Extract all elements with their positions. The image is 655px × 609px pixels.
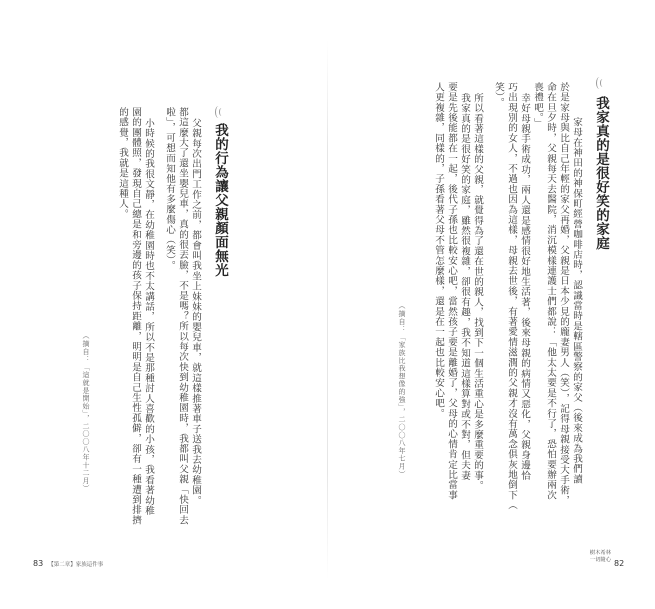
body-column: 園的團體照，發現自己總是和旁邊的孩子保持距離，明明是自己生性孤僻，卻有一種遭到排擠 [130, 107, 141, 526]
right-page-footer [614, 551, 624, 570]
body-column: 所以看著這樣的父親，就覺得為了還在世的親人，找到下一個生活重心是多麼重要的事。 [472, 93, 483, 491]
body-column: 都這麼大了還坐嬰兒車，真的很丟臉，不是嗎？所以每次快到幼稚園時，我都叫父親「快回去 [177, 107, 188, 526]
body-column: 笑）。 [493, 82, 504, 108]
body-column: 喪禮吧。」 [532, 82, 543, 129]
left-source-caption: （摘自：「這就是開始」，二〇〇八年十二月） [82, 332, 90, 493]
body-column: 啦」，可想而知他有多麼傷心（笑）。 [164, 107, 175, 271]
title-ornament-icon [594, 77, 604, 89]
body-column: 人更複雜，同樣的，子孫看著父母不管怎麼樣，還是在一起也比較安心吧。 [433, 82, 444, 419]
body-column: 家母在神田的神保町經營咖啡店時，認識當時是轄區警察的家父（後來成為我們讀 [571, 117, 582, 485]
body-column: 巧出現別的女人，不過也因為這樣，母親去世後，有著愛情滋潤的父親才沒有萬念俱灰地倒下（ [506, 82, 517, 511]
right-book-label-line1: 樹木希林 [589, 550, 611, 556]
body-column: 要是先後能都在一起，後代子孫也比較安心吧，當然孩子要是離婚了，父母的心情肯定比當事 [446, 82, 457, 501]
left-chapter-label: 【第二章】家族這件事 [48, 562, 104, 568]
right-source-caption: （摘自：「家族比我想像的強」，二〇〇八年七月） [398, 302, 406, 478]
body-column: 於是家母與比自己年輕的家父再婚，父親是日本少見的龐妻男人（笑），記得母親接受大手術， [558, 82, 569, 506]
body-column: 命在旦夕時，父親每天去醫院，消沉模樣連護士們都說：「他太太要是不行了，恐怕要辦兩次 [545, 82, 556, 501]
left-page-footer [33, 551, 103, 570]
left-page-number: 83 [33, 559, 44, 568]
body-column: 父親每次出門工作之前，都會叫我坐上妹妹的嬰兒車，就這樣推著車子送我去幼稚園。 [190, 118, 201, 506]
left-section-title: 我的行為讓父親顏面無光 [212, 123, 228, 277]
body-column: 的感覺，我就是這種人。 [117, 107, 128, 220]
right-page-number: 82 [614, 559, 625, 568]
right-section-title: 我家真的是很好笑的家庭 [593, 96, 609, 250]
body-column: 我家真的是很好笑的家庭，雖然很複雜，卻很有趣，我不知道這樣算對或不對，但夫妻 [459, 93, 470, 481]
right-book-label [585, 550, 611, 563]
title-ornament-icon [213, 106, 223, 118]
body-column: 幸好母親手術成功，兩人還是感情很好地生活著，後來母親的病情又惡化，父親身邊恰 [519, 93, 530, 481]
page-gutter [327, 40, 328, 580]
right-book-label-line2: 一切隨心 [589, 556, 611, 563]
body-column: 小時候的我很文靜，在幼稚園時也不太講話，所以不是那種討人喜歡的小孩，我看著幼稚 [143, 118, 154, 516]
